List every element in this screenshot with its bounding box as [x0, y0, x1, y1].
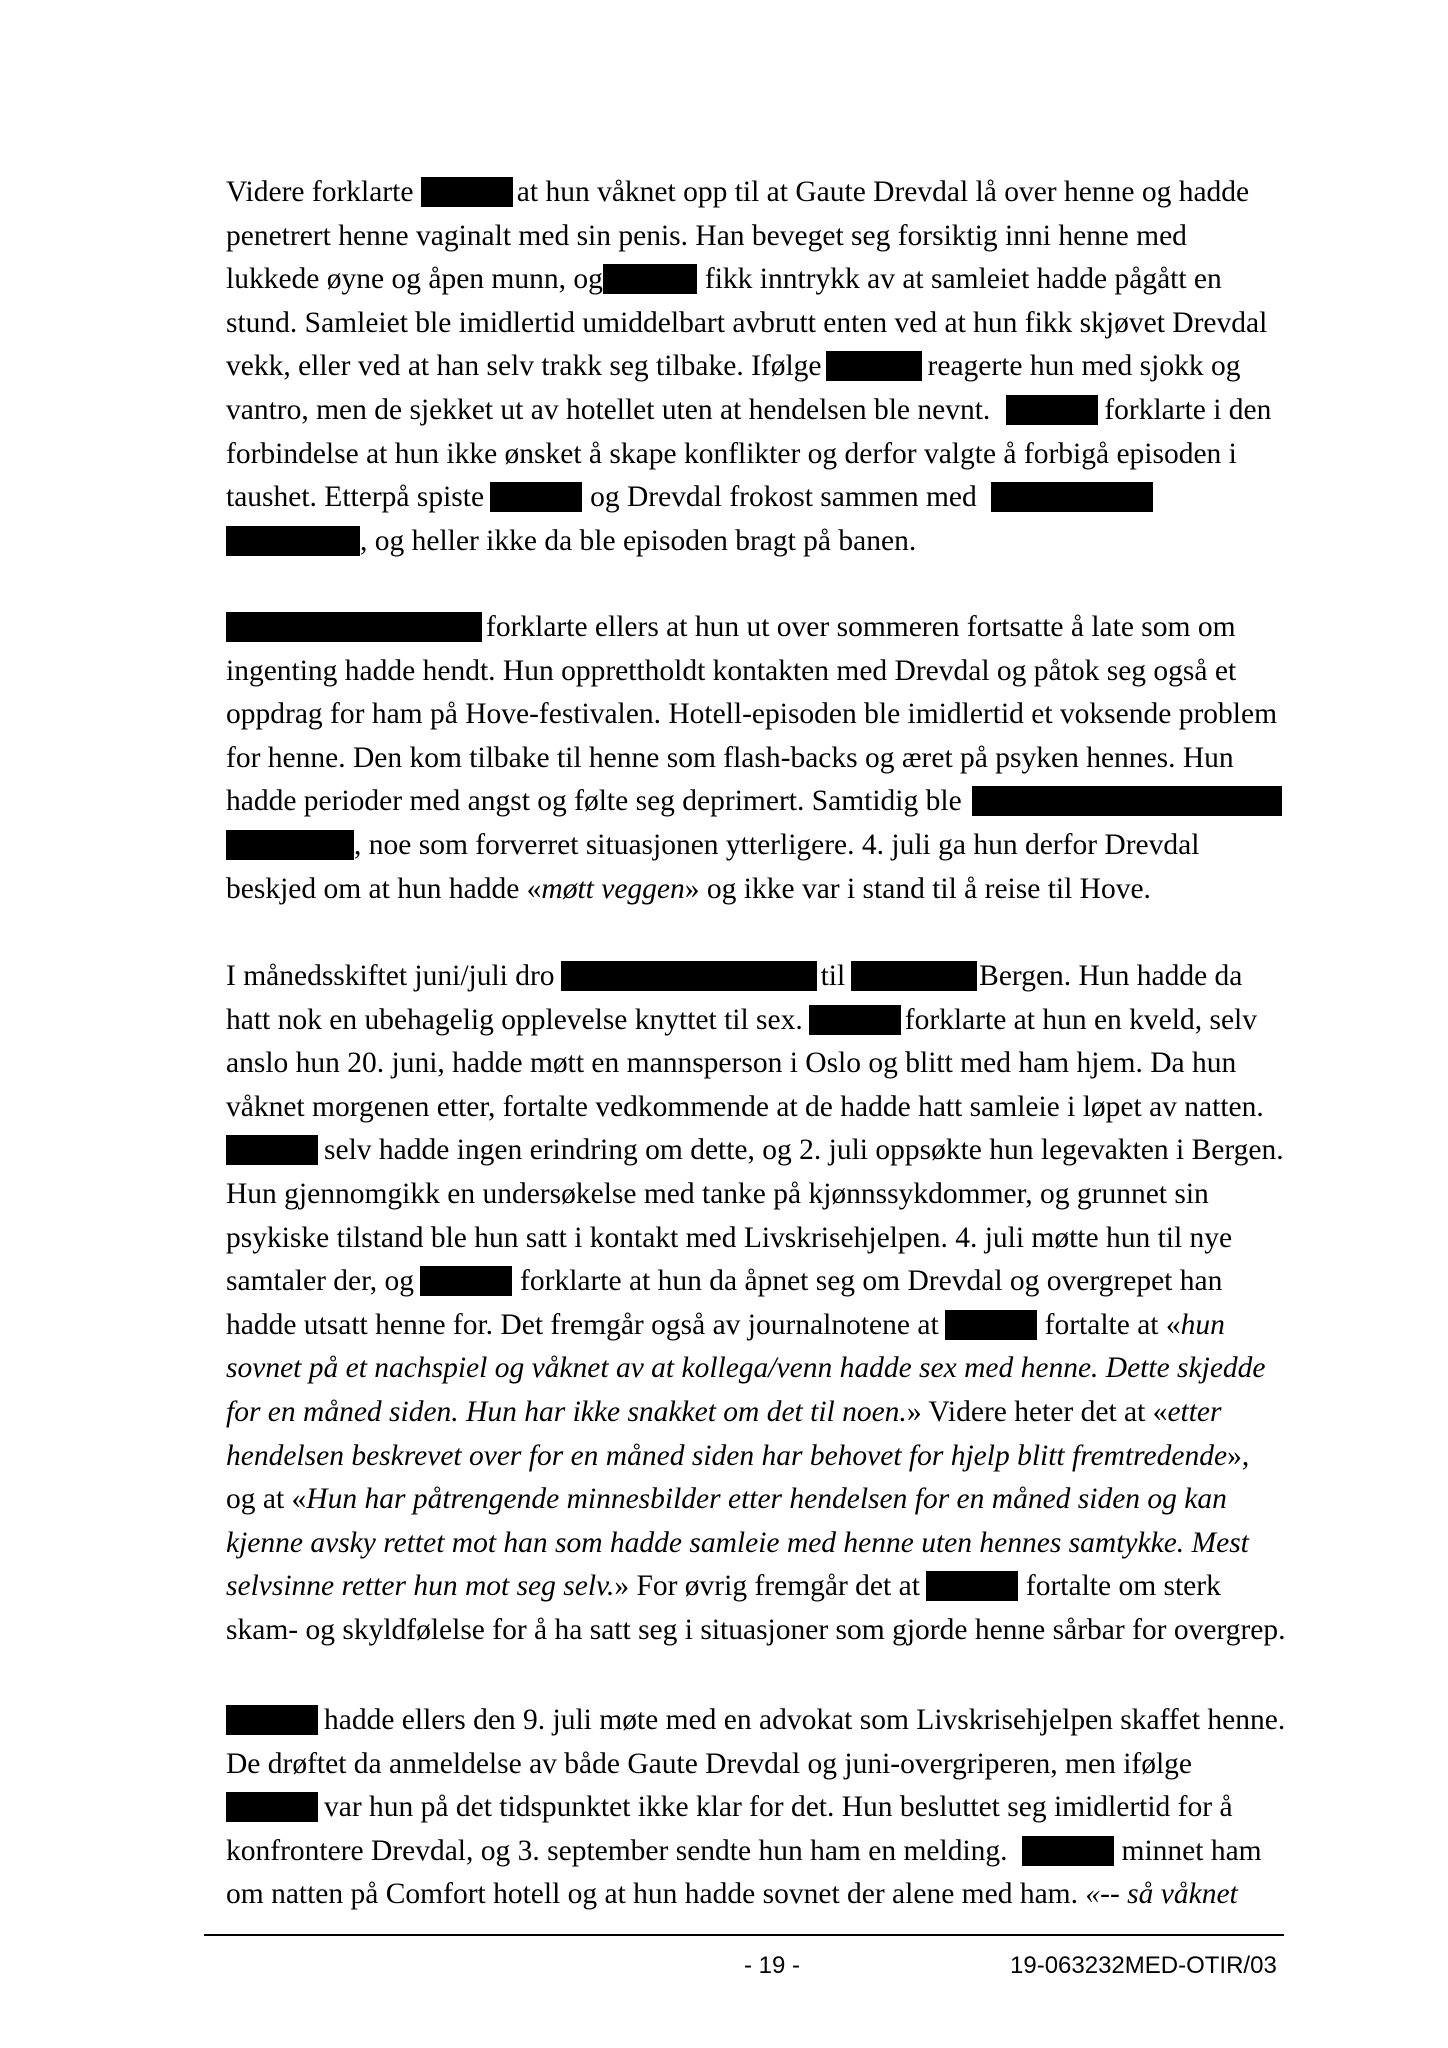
redaction-box: [809, 1005, 901, 1035]
redaction-box: [226, 612, 482, 642]
text-line: [226, 1830, 1286, 1874]
text-run: hadde perioder med angst og følte seg deprimert. Samtidig ble: [226, 785, 962, 818]
text-line: [226, 520, 1286, 564]
redaction-box: [226, 1792, 318, 1822]
text-run: forklarte i den: [1104, 393, 1272, 426]
text-run: og Drevdal frokost sammen med: [590, 481, 977, 514]
redaction-box: [561, 961, 817, 991]
text-line: [226, 389, 1286, 433]
text-line: [226, 1129, 1286, 1173]
text-run: forbindelse at hun ikke ønsket å skape konflikter og derfor valgte å forbigå episoden i: [226, 437, 1237, 470]
redaction-box: [226, 1135, 318, 1165]
text-run: I månedsskiftet juni/juli dro: [226, 960, 555, 992]
text-run: vantro, men de sjekket ut av hotellet uten at hendelsen ble nevnt.: [226, 393, 991, 426]
text-run: selv hadde ingen erindring om dette, og 2. juli oppsøkte hun legevakten i Bergen.: [324, 1134, 1284, 1167]
text-run: anslo hun 20. juni, hadde møtt en mannsperson i Oslo og blitt med ham hjem. Da hun: [226, 1047, 1237, 1080]
quoted-text: sovnet på et nachspiel og våknet av at kollega/venn hadde sex med henne. Dette skjedde: [226, 1352, 1266, 1385]
quoted-text: etter: [1167, 1395, 1222, 1428]
text-line: [226, 1086, 1286, 1130]
text-run: ingenting hadde hendt. Hun opprettholdt kontakten med Drevdal og påtok seg også et: [226, 654, 1237, 687]
quoted-text: Hun har påtrengende minnesbilder etter hendelsen for en måned siden og kan: [306, 1483, 1227, 1516]
text-line: [226, 1478, 1286, 1522]
text-line: [226, 345, 1286, 389]
redaction-box: [991, 482, 1153, 512]
text-line: [226, 1786, 1286, 1830]
redaction-box: [972, 786, 1282, 816]
text-run: skam- og skyldfølelse for å ha satt seg i situasjoner som gjorde henne sårbar for overgrep.: [226, 1613, 1286, 1646]
text-run: om natten på Comfort hotell og at hun hadde sovnet der alene med ham.: [226, 1878, 1086, 1911]
quoted-text: kjenne avsky rettet mot han som hadde samleie med henne uten hennes samtykke. Mest: [226, 1526, 1249, 1559]
text-run: Videre forklarte: [226, 176, 421, 208]
text-line: [226, 1260, 1286, 1304]
text-run: taushet. Etterpå spiste: [226, 481, 485, 514]
text-run: fortalte om sterk: [1025, 1570, 1221, 1603]
text-run: penetrert henne vaginalt med sin penis. Han beveget seg forsiktig inni henne med: [226, 219, 1187, 252]
text-run: forklarte ellers at hun ut over sommeren fortsatte å late som om: [486, 611, 1236, 643]
text-run: og at «: [226, 1483, 307, 1516]
quoted-text: selvsinne retter hun mot seg selv.: [226, 1570, 615, 1603]
text-run: minnet ham: [1121, 1834, 1262, 1867]
paragraph-1: [226, 171, 1286, 563]
text-line: [226, 824, 1286, 868]
text-run: hatt nok en ubehagelig opplevelse knyttet til sex.: [226, 1003, 803, 1036]
paragraph-3: [226, 955, 1286, 1653]
quoted-text: hun: [1180, 1308, 1225, 1341]
quoted-text: møtt veggen: [541, 872, 685, 905]
text-run: hadde ellers den 9. juli møte med en advokat som Livskrisehjelpen skaffet henne.: [324, 1704, 1286, 1736]
text-run: » Videre heter det at «: [906, 1395, 1168, 1428]
quoted-text: «-- så våknet: [1085, 1878, 1238, 1911]
text-run: , noe som forverret situasjonen ytterligere. 4. juli ga hun derfor Drevdal: [354, 828, 1200, 861]
redaction-box: [490, 482, 582, 512]
text-run: stund. Samleiet ble imidlertid umiddelbart avbrutt enten ved at hun fikk skjøvet Drevdal: [226, 306, 1268, 339]
text-run: » og ikke var i stand til å reise til Hove.: [684, 872, 1151, 905]
text-line: [226, 171, 1286, 215]
redaction-box: [421, 177, 513, 207]
text-line: [226, 999, 1286, 1043]
text-line: [226, 693, 1286, 737]
text-line: [226, 1609, 1286, 1653]
text-line: [226, 737, 1286, 781]
text-run: samtaler der, og: [226, 1265, 415, 1298]
document-reference: 19-063232MED-OTIR/03: [1010, 1952, 1277, 1979]
text-run: »,: [1227, 1439, 1250, 1472]
text-run: » For øvrig fremgår det at: [614, 1570, 920, 1603]
text-run: De drøftet da anmeldelse av både Gaute Drevdal og juni-overgriperen, men ifølge: [226, 1747, 1193, 1780]
text-line: [226, 476, 1286, 520]
text-line: [226, 1435, 1286, 1479]
text-run: Bergen. Hun hadde da: [979, 960, 1243, 992]
text-line: [226, 1699, 1286, 1743]
text-line: [226, 780, 1286, 824]
text-run: forklarte at hun en kveld, selv: [904, 1003, 1257, 1036]
text-line: [226, 1217, 1286, 1261]
text-line: [226, 1042, 1286, 1086]
text-run: Hun gjennomgikk en undersøkelse med tanke på kjønnssykdommer, og grunnet sin: [226, 1177, 1209, 1210]
text-line: [226, 1873, 1286, 1917]
text-run: psykiske tilstand ble hun satt i kontakt med Livskrisehjelpen. 4. juli møtte hun til nye: [226, 1221, 1233, 1254]
text-run: til: [820, 960, 846, 992]
redaction-box: [826, 351, 922, 381]
text-run: våknet morgenen etter, fortalte vedkommende at de hadde hatt samleie i løpet av natten.: [226, 1090, 1264, 1123]
text-line: [226, 868, 1286, 912]
text-run: beskjed om at hun hadde «: [226, 872, 542, 905]
quoted-text: for en måned siden. Hun har ikke snakket om det til noen.: [226, 1395, 907, 1428]
text-run: at hun våknet opp til at Gaute Drevdal lå over henne og hadde: [516, 176, 1250, 208]
redaction-box: [603, 264, 697, 294]
quoted-text: hendelsen beskrevet over for en måned siden har behovet for hjelp blitt fremtredende: [226, 1439, 1228, 1472]
text-run: konfrontere Drevdal, og 3. september sendte hun ham en melding.: [226, 1834, 1008, 1867]
text-run: var hun på det tidspunktet ikke klar for det. Hun besluttet seg imidlertid for å: [324, 1791, 1233, 1824]
redaction-box: [420, 1266, 512, 1296]
redaction-box: [226, 1705, 318, 1735]
text-run: vekk, eller ved at han selv trakk seg tilbake. Ifølge: [226, 350, 822, 383]
text-line: [226, 215, 1286, 259]
text-line: [226, 1565, 1286, 1609]
text-run: oppdrag for ham på Hove-festivalen. Hotell-episoden ble imidlertid et voksende problem: [226, 698, 1278, 731]
redaction-box: [226, 526, 360, 556]
text-line: [226, 302, 1286, 346]
text-line: [226, 650, 1286, 694]
text-run: , og heller ikke da ble episoden bragt på banen.: [360, 524, 917, 557]
redaction-box: [1022, 1836, 1114, 1866]
text-line: [226, 1347, 1286, 1391]
text-run: forklarte at hun da åpnet seg om Drevdal og overgrepet han: [520, 1265, 1223, 1298]
redaction-box: [226, 830, 354, 860]
footer-rule: [204, 1934, 1284, 1936]
text-line: [226, 606, 1286, 650]
text-line: [226, 1391, 1286, 1435]
text-run: fikk inntrykk av at samleiet hadde pågått en: [704, 263, 1222, 296]
redaction-box: [926, 1571, 1018, 1601]
text-run: lukkede øyne og åpen munn, og: [226, 263, 603, 296]
paragraph-2: [226, 606, 1286, 911]
text-line: [226, 433, 1286, 477]
redaction-box: [851, 961, 977, 991]
text-line: [226, 1173, 1286, 1217]
text-line: [226, 1522, 1286, 1566]
paragraph-4: [226, 1699, 1286, 1917]
text-run: fortalte at «: [1044, 1308, 1181, 1341]
redaction-box: [945, 1310, 1037, 1340]
text-line: [226, 955, 1286, 999]
text-run: reagerte hun med sjokk og: [927, 350, 1241, 383]
text-line: [226, 258, 1286, 302]
text-run: hadde utsatt henne for. Det fremgår også av journalnotene at: [226, 1308, 939, 1341]
text-line: [226, 1743, 1286, 1787]
page-number: - 19 -: [744, 1952, 801, 1979]
redaction-box: [1006, 395, 1098, 425]
text-line: [226, 1304, 1286, 1348]
text-run: for henne. Den kom tilbake til henne som flash-backs og æret på psyken hennes. Hun: [226, 741, 1234, 774]
